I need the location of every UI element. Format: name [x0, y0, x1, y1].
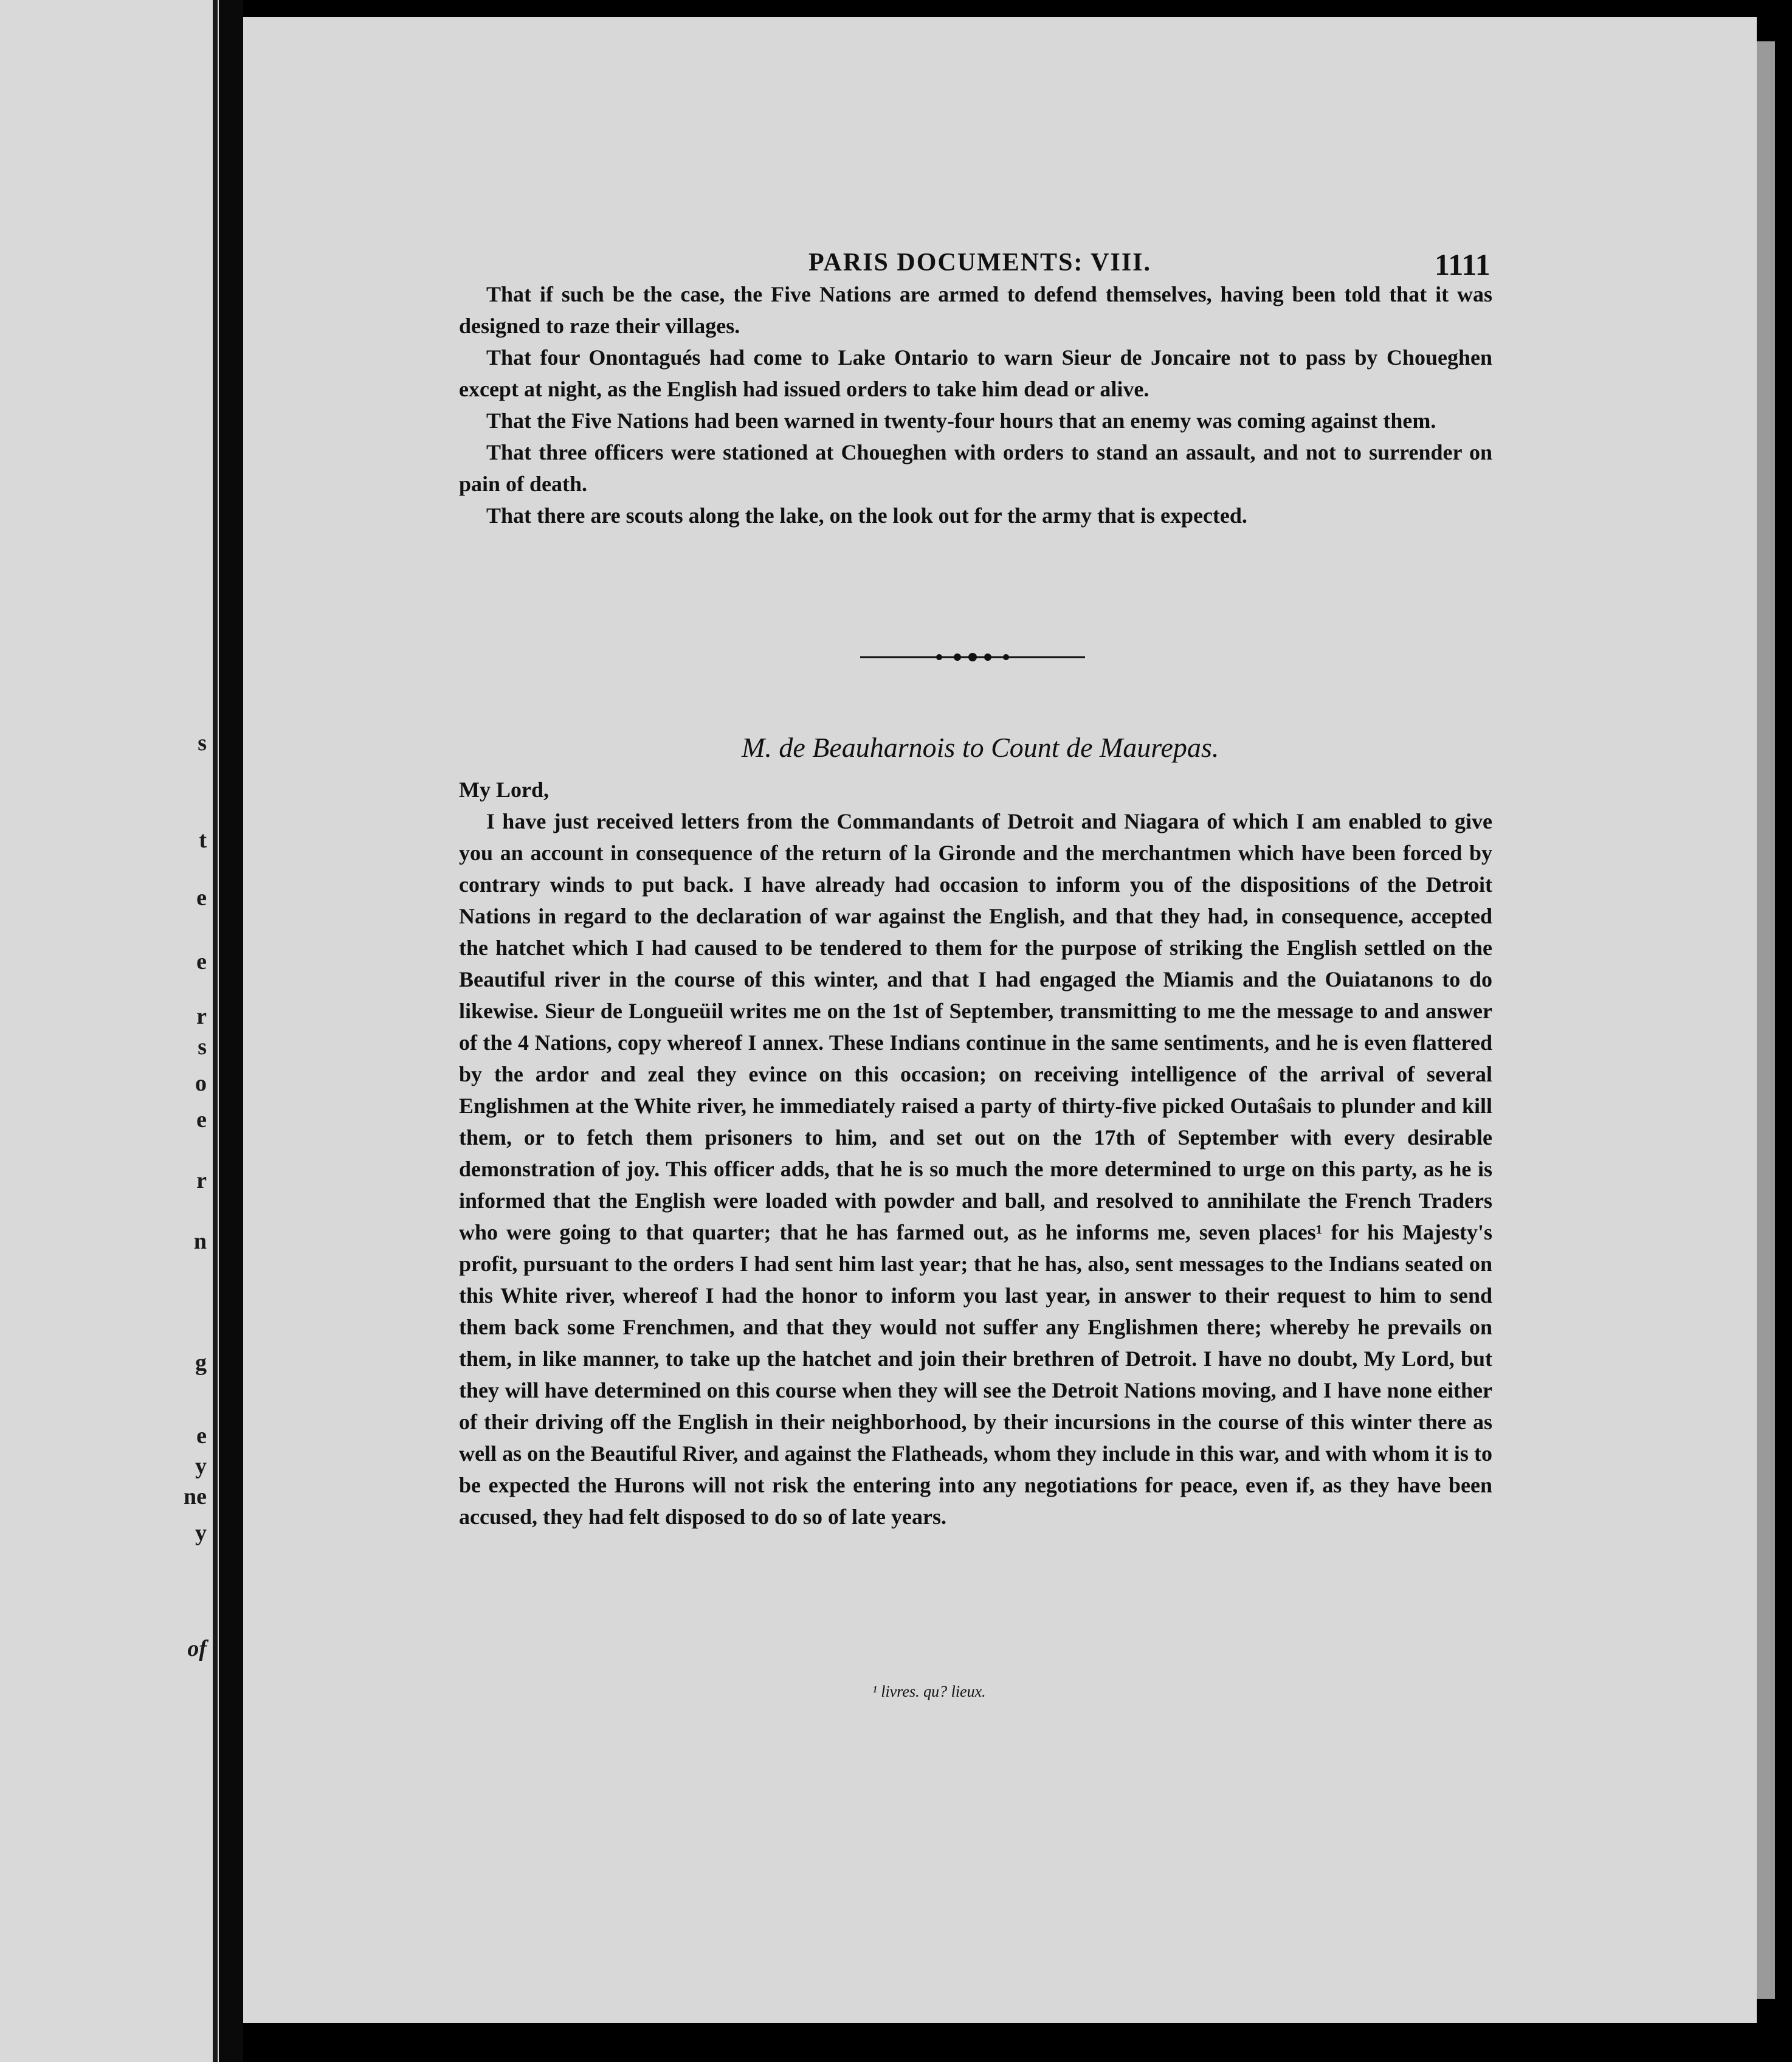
ornamental-divider [860, 651, 1085, 663]
running-header: PARIS DOCUMENTS: VIII. [808, 249, 1152, 277]
document-page [243, 17, 1757, 2023]
left-margin-fragment: y [195, 1520, 207, 1546]
letter-title: M. de Beauharnois to Count de Maurepas. [742, 732, 1219, 763]
previous-page-edge [0, 0, 219, 2062]
left-margin-fragment: t [199, 827, 207, 853]
left-margin-fragment: o [195, 1071, 207, 1096]
letter-body [459, 774, 1492, 1533]
left-margin-fragment: r [196, 1004, 207, 1029]
paragraph: That three officers were stationed at Choueghen with orders to stand an assault, and not to surrender on pain of death. [459, 440, 1492, 496]
book-gutter [219, 0, 243, 2062]
left-margin-fragment: y [195, 1453, 207, 1479]
paragraph: That if such be the case, the Five Nations are armed to defend themselves, having been told that it was designed to raze their villages. [459, 282, 1492, 338]
opening-paragraphs [459, 278, 1492, 531]
left-margin-fragment: r [196, 1168, 207, 1193]
salutation: My Lord, [459, 778, 549, 802]
paragraph: That there are scouts along the lake, on the look out for the army that is expected. [486, 503, 1247, 528]
footnote: ¹ livres. qu? lieux. [872, 1683, 986, 1700]
page-edge-shadow [1757, 41, 1775, 1999]
paragraph: That the Five Nations had been warned in twenty-four hours that an enemy was coming against them. [486, 409, 1436, 433]
left-margin-fragment: n [193, 1229, 207, 1254]
page-number: 1111 [1435, 247, 1490, 281]
left-margin-fragment: e [196, 1107, 207, 1133]
left-margin-fragment: e [196, 949, 207, 974]
left-margin-fragment: s [198, 1034, 207, 1060]
left-margin-fragment: g [195, 1350, 207, 1376]
left-margin-fragment: of [187, 1636, 207, 1661]
left-margin-fragment: e [196, 1423, 207, 1449]
left-margin-fragment: s [198, 730, 207, 756]
left-margin-fragment: e [196, 885, 207, 911]
left-margin-fragment: ne [184, 1484, 207, 1509]
letter-paragraph: I have just received letters from the Commandants of Detroit and Niagara of which I am enabled to give you an account in consequence of the return of la Gironde and the merchantmen which have been forced by contrary winds to put back. I have already had occasion to inform you of the dispositions of the Detroit Nations in regard to the declaration of war against the English, and that they had, in consequence, accepted the hatchet which I had caused to be tendered to them for the purpose of striking the English settled on the Beautiful river in the course of this winter, and that I had engaged the Miamis and the Ouiatanons to do likewise. Sieur de Longueüil writes me on the 1st of September, transmitting to me the message to and answer of the 4 Nations, copy whereof I annex. These Indians continue in the same sentiments, and he is even flattered by the ardor and zeal they evince on this occasion; on receiving intelligence of the arrival of several Englishmen at the White river, he immediately raised a party of thirty-five picked Outaŝais to plunder and kill them, or to fetch them prisoners to him, and set out on the 17th of September with every desirable demonstration of joy. This officer adds, that he is so much the more determined to urge on this party, as he is informed that the English were loaded with powder and ball, and resolved to annihilate the French Traders who were going to that quarter; that he has farmed out, as he informs me, seven places¹ for his Majesty's profit, pursuant to the orders I had sent him last year; that he has, also, sent messages to the Indians seated on this White river, whereof I had the honor to inform you last year, in answer to their request to him to send them back some Frenchmen, and that they would not suffer any Englishmen there; whereby he prevails on them, in like manner, to take up the hatchet and join their brethren of Detroit. I have no doubt, My Lord, but they will have determined on this course when they will see the Detroit Nations moving, and I have none either of their driving off the English in their neighborhood, by their incursions in the course of this winter there as well as on the Beautiful River, and against the Flatheads, whom they include in this war, and with whom it is to be expected the Hurons will not risk the entering into any negotiations for peace, even if, as they have been accused, they had felt disposed to do so of late years. [459, 809, 1492, 1529]
paragraph: That four Onontagués had come to Lake Ontario to warn Sieur de Joncaire not to pass by Choueghen except at night, as the English had issued orders to take him dead or alive. [459, 345, 1492, 401]
previous-page-fragments [0, 0, 207, 2062]
page-fold-line [213, 0, 218, 2062]
